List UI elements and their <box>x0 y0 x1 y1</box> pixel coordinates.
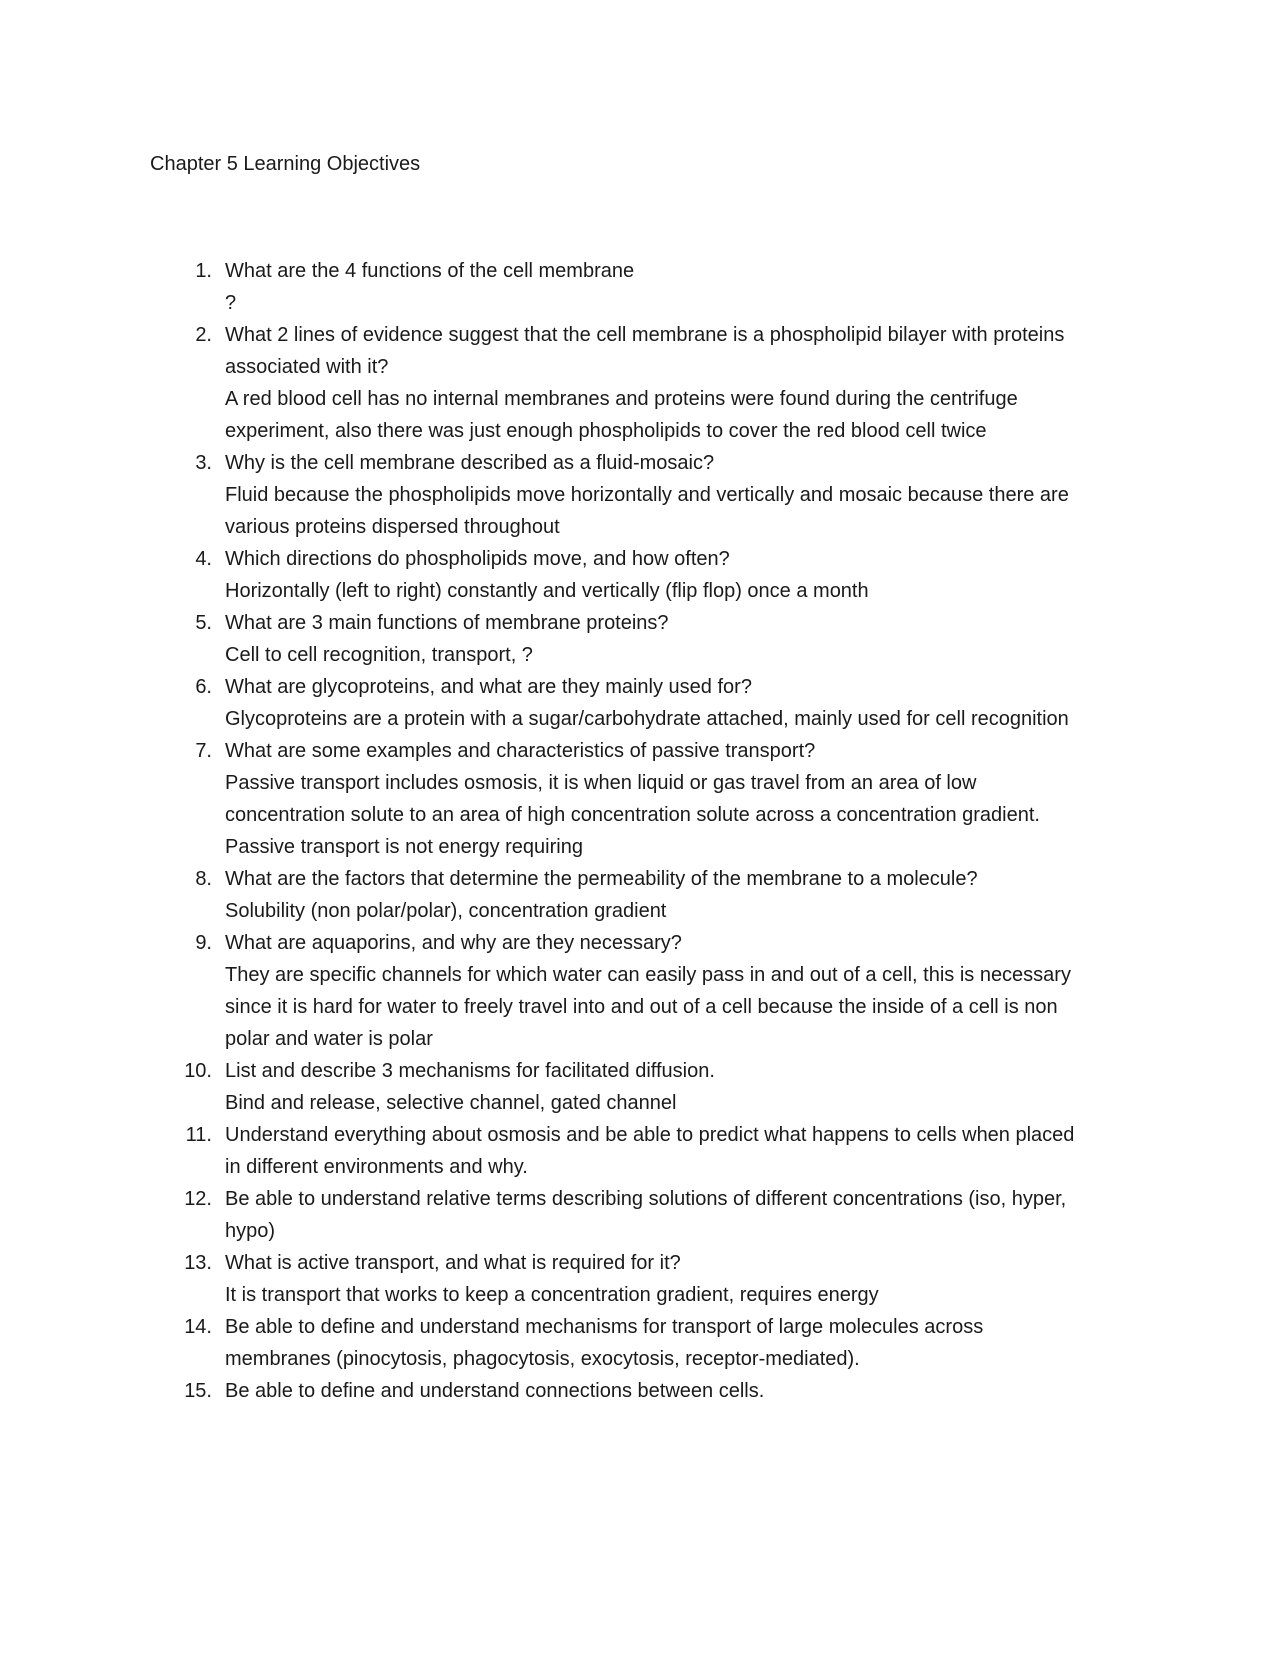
objective-text-line: Fluid because the phospholipids move horizontally and vertically and mosaic because there are <box>225 484 1069 506</box>
objective-text-line: in different environments and why. <box>225 1156 528 1178</box>
objective-text-line: since it is hard for water to freely travel into and out of a cell because the inside of a cell is non <box>225 996 1058 1018</box>
objective-text-line: ? <box>225 292 237 314</box>
objective-question-line: What are the factors that determine the permeability of the membrane to a molecule? <box>225 868 978 890</box>
objective-item <box>150 1055 1135 1119</box>
objective-number: 13. <box>184 1252 212 1274</box>
objective-question-line: What 2 lines of evidence suggest that the cell membrane is a phospholipid bilayer with proteins <box>225 324 1065 346</box>
objective-number: 7. <box>195 740 212 762</box>
objective-item <box>150 255 1135 319</box>
objective-item <box>150 543 1135 607</box>
objective-number: 4. <box>195 548 212 570</box>
objective-text-line: They are specific channels for which water can easily pass in and out of a cell, this is necessary <box>225 964 1071 986</box>
objective-text-line: Bind and release, selective channel, gated channel <box>225 1092 677 1114</box>
objective-text-line: Passive transport is not energy requiring <box>225 836 583 858</box>
objective-text-line: concentration solute to an area of high concentration solute across a concentration gradient. <box>225 804 1040 826</box>
objective-text <box>225 1183 1135 1247</box>
objective-item <box>150 735 1135 863</box>
objective-item <box>150 447 1135 543</box>
objective-text-line: polar and water is polar <box>225 1028 433 1050</box>
objective-text-line: Horizontally (left to right) constantly and vertically (flip flop) once a month <box>225 580 869 602</box>
objective-question-line: Be able to understand relative terms describing solutions of different concentrations (iso, hyper, <box>225 1188 1067 1210</box>
objective-text <box>225 255 1135 319</box>
objective-text <box>225 607 1135 671</box>
objective-text <box>225 1055 1135 1119</box>
objective-text <box>225 735 1135 863</box>
learning-objectives-list <box>150 255 1135 1407</box>
objective-text <box>225 1247 1135 1311</box>
objective-item <box>150 1119 1135 1183</box>
objective-text-line: associated with it? <box>225 356 389 378</box>
objective-number: 3. <box>195 452 212 474</box>
objective-text <box>225 543 1135 607</box>
objective-text <box>225 319 1135 447</box>
objective-text-line: membranes (pinocytosis, phagocytosis, exocytosis, receptor-mediated). <box>225 1348 860 1370</box>
objective-text-line: A red blood cell has no internal membranes and proteins were found during the centrifuge <box>225 388 1018 410</box>
objective-item <box>150 671 1135 735</box>
objective-question-line: List and describe 3 mechanisms for facilitated diffusion. <box>225 1060 715 1082</box>
objective-item <box>150 1311 1135 1375</box>
objective-question-line: Which directions do phospholipids move, and how often? <box>225 548 730 570</box>
objective-question-line: What are 3 main functions of membrane proteins? <box>225 612 669 634</box>
objective-question-line: What are the 4 functions of the cell membrane <box>225 260 635 282</box>
objective-text-line: It is transport that works to keep a concentration gradient, requires energy <box>225 1284 879 1306</box>
objective-text <box>225 927 1135 1055</box>
objective-number: 10. <box>184 1060 212 1082</box>
objective-question-line: Be able to define and understand mechanisms for transport of large molecules across <box>225 1316 984 1338</box>
objective-number: 6. <box>195 676 212 698</box>
objective-text <box>225 1119 1135 1183</box>
objective-number: 2. <box>195 324 212 346</box>
objective-item <box>150 927 1135 1055</box>
objective-number: 11. <box>185 1124 212 1146</box>
objective-text <box>225 447 1135 543</box>
objective-number: 9. <box>195 932 212 954</box>
objective-item <box>150 1247 1135 1311</box>
objective-question-line: Understand everything about osmosis and be able to predict what happens to cells when placed <box>225 1124 1075 1146</box>
objective-text-line: various proteins dispersed throughout <box>225 516 560 538</box>
objective-question-line: What are some examples and characteristics of passive transport? <box>225 740 816 762</box>
objective-text <box>225 1375 1135 1407</box>
objective-text-line: Cell to cell recognition, transport, ? <box>225 644 533 666</box>
objective-number: 12. <box>184 1188 212 1210</box>
objective-number: 5. <box>195 612 212 634</box>
objective-item <box>150 319 1135 447</box>
objective-text-line: Glycoproteins are a protein with a sugar/carbohydrate attached, mainly used for cell recognition <box>225 708 1069 730</box>
objective-question-line: What is active transport, and what is required for it? <box>225 1252 681 1274</box>
document-title: Chapter 5 Learning Objectives <box>150 153 421 175</box>
objective-item <box>150 863 1135 927</box>
objective-item <box>150 1375 1135 1407</box>
objective-number: 15. <box>184 1380 212 1402</box>
objective-text <box>225 1311 1135 1375</box>
objective-text-line: Solubility (non polar/polar), concentration gradient <box>225 900 667 922</box>
objective-item <box>150 607 1135 671</box>
objective-question-line: What are glycoproteins, and what are they mainly used for? <box>225 676 752 698</box>
objective-text-line: experiment, also there was just enough phospholipids to cover the red blood cell twice <box>225 420 987 442</box>
objective-text-line: Passive transport includes osmosis, it is when liquid or gas travel from an area of low <box>225 772 977 794</box>
objective-number: 14. <box>184 1316 212 1338</box>
objective-text <box>225 863 1135 927</box>
objective-number: 8. <box>195 868 212 890</box>
objective-number: 1. <box>195 260 212 282</box>
objective-question-line: Be able to define and understand connections between cells. <box>225 1380 765 1402</box>
objective-text-line: hypo) <box>225 1220 276 1242</box>
objective-text <box>225 671 1135 735</box>
objective-question-line: What are aquaporins, and why are they necessary? <box>225 932 682 954</box>
objective-question-line: Why is the cell membrane described as a fluid-mosaic? <box>225 452 715 474</box>
objective-item <box>150 1183 1135 1247</box>
